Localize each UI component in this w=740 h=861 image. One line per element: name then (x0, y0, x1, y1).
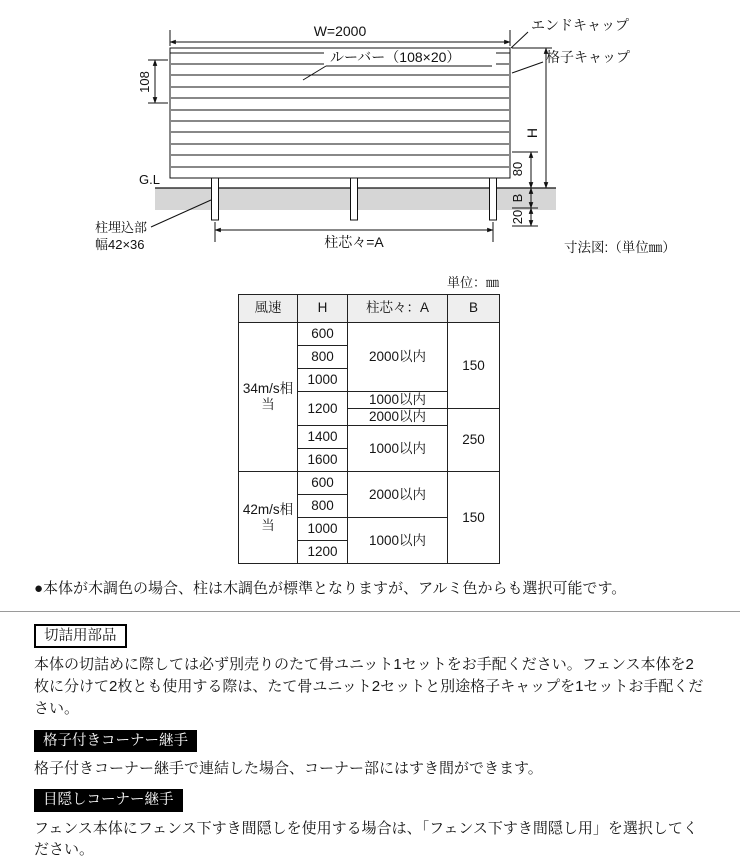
dim-w-label: W=2000 (314, 23, 367, 39)
post-embed-label-line1: 柱埋込部 (95, 220, 147, 235)
cell-h: 1400 (298, 426, 348, 449)
post-embed-callout (95, 200, 211, 252)
cell-b: 150 (448, 323, 500, 409)
dimension-80 (510, 152, 538, 188)
cell-h: 800 (298, 495, 348, 518)
section-title-kiritsume-parts: 切詰用部品 (34, 624, 127, 648)
section-body-mekakushi-corner-joint: フェンス本体にフェンス下すき間隠しを使用する場合は、「フェンス下すき間隠し用」を選択してください。 (34, 818, 706, 861)
notes-area (0, 578, 740, 861)
fence-dimension-drawing (0, 0, 740, 268)
cell-a: 1000以内 (348, 518, 448, 564)
dimension-20 (510, 208, 538, 226)
drawing-caption: 寸法図:（単位㎜） (564, 239, 676, 255)
section-title-koushi-corner-joint: 格子付きコーナー継手 (34, 730, 197, 752)
dim-h-label: H (524, 128, 540, 138)
dimension-108 (137, 60, 168, 103)
table-header-row (239, 295, 500, 323)
post-pitch-label: 柱芯々=A (324, 234, 384, 250)
col-header-a: 柱芯々：A (348, 295, 448, 323)
cell-h: 1000 (298, 369, 348, 392)
cell-a: 2000以内 (348, 472, 448, 518)
color-note: ●本体が木調色の場合、柱は木調色が標準となりますが、アルミ色からも選択可能です。 (0, 578, 740, 600)
post-embed-label-line2: 幅42×36 (95, 237, 145, 252)
cell-b: 250 (448, 409, 500, 472)
dim-80-label: 80 (510, 162, 525, 176)
end-cap-label: エンドキャップ (531, 17, 629, 33)
section-title-mekakushi-corner-joint: 目隠しコーナー継手 (34, 789, 183, 811)
cell-h: 600 (298, 472, 348, 495)
cell-h: 600 (298, 323, 348, 346)
cell-wind-42: 42m/s相当 (239, 472, 298, 564)
section-body-koushi-corner-joint: 格子付きコーナー継手で連結した場合、コーナー部にはすき間ができます。 (34, 758, 706, 780)
cell-wind-34: 34m/s相当 (239, 323, 298, 472)
dim-108-label: 108 (137, 71, 152, 93)
section-divider (0, 611, 740, 612)
dim-b-label: B (510, 194, 525, 203)
wind-speed-spec-table (238, 294, 500, 564)
note-section-mekakushi-corner (0, 789, 740, 861)
end-cap-callout (511, 17, 629, 48)
ground-level-label: G.L (139, 172, 160, 187)
cell-h: 1200 (298, 392, 348, 426)
cell-b: 150 (448, 472, 500, 564)
lattice-cap-label: 格子キャップ (546, 49, 630, 65)
dimension-w (170, 23, 510, 46)
cell-a: 2000以内 (348, 409, 448, 426)
cell-a: 1000以内 (348, 392, 448, 409)
dimension-post-pitch (215, 222, 493, 250)
fence-body (170, 48, 510, 178)
note-section-koushi-corner (0, 730, 740, 780)
cell-h: 1200 (298, 541, 348, 564)
col-header-wind: 風速 (239, 295, 298, 323)
note-section-kiritsume (0, 624, 740, 719)
cell-h: 1000 (298, 518, 348, 541)
cell-a: 2000以内 (348, 323, 448, 392)
table-row (239, 323, 500, 346)
cell-h: 1600 (298, 449, 348, 472)
louver-label: ルーバー（108×20） (330, 49, 460, 65)
lattice-cap-callout (512, 49, 630, 73)
cell-a: 1000以内 (348, 426, 448, 472)
cell-h: 800 (298, 346, 348, 369)
table-row (239, 472, 500, 495)
col-header-h: H (298, 295, 348, 323)
section-body-kiritsume-parts: 本体の切詰めに際しては必ず別売りのたて骨ユニット1セットをお手配ください。フェンス本体を2枚に分けて2枚とも使用する際は、たて骨ユニット2セットと別途格子キャップを1セットお手配ください。 (34, 654, 706, 719)
col-header-b: B (448, 295, 500, 323)
dim-20-label: 20 (510, 210, 525, 224)
table-unit-label: 単位：㎜ (238, 272, 499, 291)
spec-table-block (238, 272, 499, 564)
